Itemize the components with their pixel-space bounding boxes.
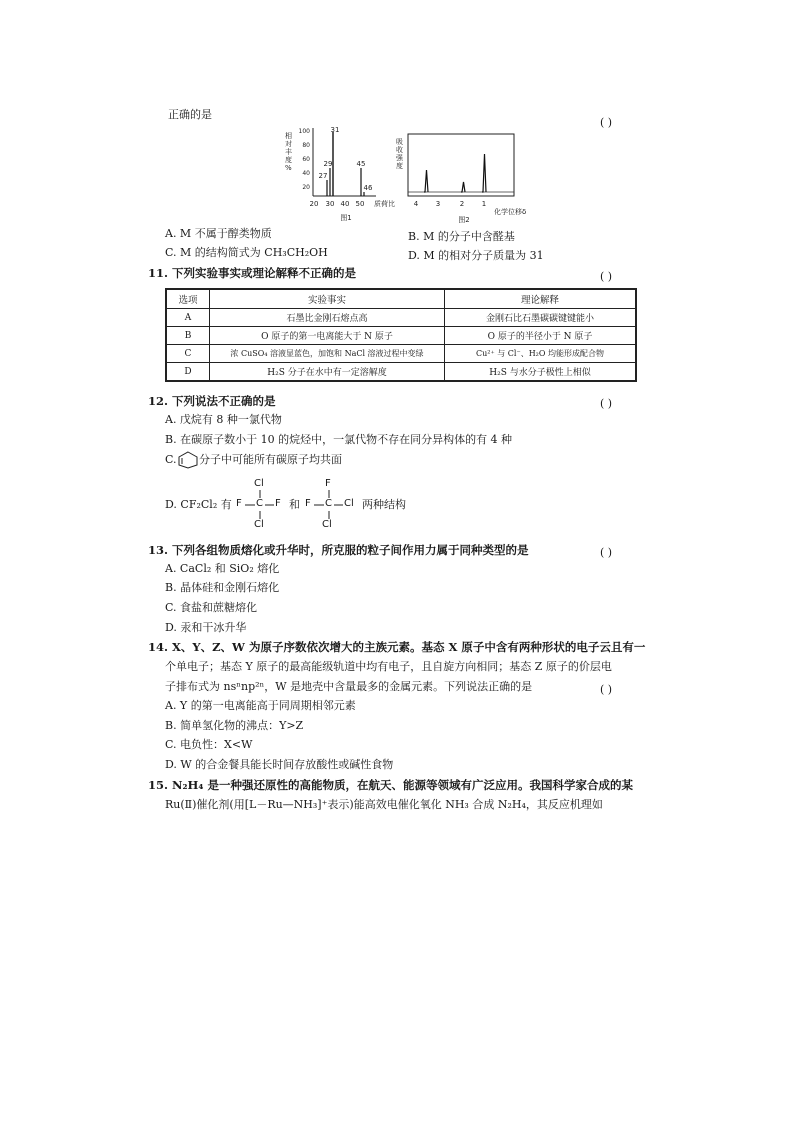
fig1-xtick: 30 <box>325 200 335 208</box>
q13-stem: 13. 下列各组物质熔化或升华时，所克服的粒子间作用力属于同种类型的是 <box>148 543 529 557</box>
fig1-peak-label: 29 <box>323 160 333 168</box>
q10-option-d: D. M 的相对分子质量为 31 <box>408 249 544 262</box>
q12-stem: 12. 下列说法不正确的是 <box>148 394 276 408</box>
fig2-peak-3 <box>482 154 486 192</box>
q14-stem-line1: 14. X、Y、Z、W 为原子序数依次增大的主族元素。基态 X 原子中含有两种形状的电子云且有一 <box>148 640 646 654</box>
q14-stem-line3: 子排布式为 nsⁿnp²ⁿ，W 是地壳中含量最多的金属元素。下列说法正确的是 <box>165 680 533 693</box>
q11-answer-paren: ( ) <box>600 270 613 283</box>
table-header-row <box>166 289 636 309</box>
struct2-bonds <box>305 478 355 534</box>
fig2-ylabel-3: 强 <box>396 154 403 162</box>
fig2-caption: 图2 <box>458 216 470 224</box>
table-cell: 金刚石比石墨碳碳键键能小 <box>445 309 637 327</box>
q12-option-a: A. 戊烷有 8 种一氯代物 <box>165 413 282 426</box>
struct1-bonds <box>236 478 286 534</box>
q10-option-c: C. M 的结构简式为 CH₃CH₂OH <box>165 246 328 259</box>
table-cell: H₂S 与水分子极性上相似 <box>445 363 637 382</box>
q14-option-c: C. 电负性：X<W <box>165 738 253 751</box>
fig2-xtick: 4 <box>413 200 419 208</box>
q12-option-c-suffix: 分子中可能所有碳原子均共面 <box>199 453 342 466</box>
fig1-ylabel-3: 丰 <box>285 148 292 156</box>
table-header-cell: 实验事实 <box>210 289 445 309</box>
q14-option-a: A. Y 的第一电离能高于同周期相邻元素 <box>165 699 356 712</box>
struct1-left-atom: F <box>236 498 242 509</box>
q13-option-b: B. 晶体硅和金刚石熔化 <box>165 581 280 594</box>
table-cell: H₂S 分子在水中有一定溶解度 <box>210 363 445 382</box>
fig2-peak-2 <box>461 182 465 192</box>
fig1-peak-label: 27 <box>318 172 328 180</box>
fig2-xtick: 3 <box>435 200 441 208</box>
q13-option-d: D. 汞和干冰升华 <box>165 621 247 634</box>
fig1-xtick: 50 <box>355 200 365 208</box>
table-row <box>166 363 636 382</box>
q15-stem-line2: Ru(Ⅱ)催化剂(用[L－Ru—NH₃]⁺表示)能高效电催化氧化 NH₃ 合成 N₂H₄，其反应机理如 <box>165 798 603 811</box>
fig1-ylabel-4: 度 <box>285 156 292 164</box>
struct2-center-atom: C <box>325 498 332 509</box>
q12-option-d-and: 和 <box>289 498 300 511</box>
fig1-ytick: 60 <box>302 156 310 163</box>
q14-option-b: B. 简单氢化物的沸点：Y>Z <box>165 719 304 732</box>
q14-answer-paren: ( ) <box>600 683 613 696</box>
fig1-ytick: 100 <box>298 128 310 135</box>
cyclohexene-ring-icon <box>177 451 199 469</box>
fig2-frame <box>408 134 514 196</box>
fig1-peak-label: 46 <box>363 184 373 192</box>
q14-option-d: D. W 的合金餐具能长时间存放酸性或碱性食物 <box>165 758 394 771</box>
q12-option-c-prefix: C. <box>165 453 177 466</box>
table-cell: A <box>166 309 210 327</box>
fig1-ytick: 80 <box>302 142 310 149</box>
q12-option-d-suffix: 两种结构 <box>362 498 406 511</box>
table-row <box>166 309 636 327</box>
table-cell: D <box>166 363 210 382</box>
table-cell: 石墨比金刚石熔点高 <box>210 309 445 327</box>
q12-option-d-prefix: D. CF₂Cl₂ 有 <box>165 498 232 511</box>
q12-answer-paren: ( ) <box>600 397 613 410</box>
struct2-bottom-atom: Cl <box>322 519 332 530</box>
struct1-right-atom: F <box>275 498 281 509</box>
q10-stem-tail: 正确的是 <box>168 108 212 121</box>
struct2-top-atom: F <box>325 478 331 489</box>
q10-answer-paren: ( ) <box>600 116 613 129</box>
table-cell: O 原子的半径小于 N 原子 <box>445 327 637 345</box>
struct2-right-atom: Cl <box>344 498 354 509</box>
struct2-left-atom: F <box>305 498 311 509</box>
table-row <box>166 345 636 363</box>
fig1-xtick: 40 <box>340 200 350 208</box>
fig2-peak-1 <box>424 170 428 192</box>
table-cell: 浓 CuSO₄ 溶液显蓝色，加饱和 NaCl 溶液过程中变绿 <box>210 345 445 363</box>
table-header-cell: 理论解释 <box>445 289 637 309</box>
table-cell: C <box>166 345 210 363</box>
q10-option-a: A. M 不属于醇类物质 <box>165 227 272 240</box>
fig1-xtick: 20 <box>309 200 319 208</box>
fig1-ylabel-2: 对 <box>285 140 292 148</box>
struct1-bottom-atom: Cl <box>254 519 264 530</box>
table-row <box>166 327 636 345</box>
mass-spectrum-figure <box>282 124 395 224</box>
q12-option-b: B. 在碳原子数小于 10 的烷烃中，一氯代物不存在同分异构体的有 4 种 <box>165 433 513 446</box>
q14-stem-line2: 个单电子；基态 Y 原子的最高能级轨道中均有电子，且自旋方向相同；基态 Z 原子的价层电 <box>165 660 612 673</box>
table-cell: Cu²⁺ 与 Cl⁻、H₂O 均能形成配合物 <box>445 345 637 363</box>
fig2-xtick: 2 <box>459 200 465 208</box>
q11-stem: 11. 下列实验事实或理论解释不正确的是 <box>148 266 357 280</box>
struct1-center-atom: C <box>256 498 263 509</box>
fig1-peak-label: 31 <box>330 126 340 134</box>
fig1-peak-label: 45 <box>356 160 366 168</box>
q13-option-a: A. CaCl₂ 和 SiO₂ 熔化 <box>165 562 280 575</box>
table-cell: O 原子的第一电离能大于 N 原子 <box>210 327 445 345</box>
fig2-xtick: 1 <box>481 200 487 208</box>
fig2-xlabel: 化学位移δ <box>494 208 527 216</box>
struct1-top-atom: Cl <box>254 478 264 489</box>
q13-option-c: C. 食盐和蔗糖熔化 <box>165 601 258 614</box>
fig1-xlabel: 质荷比 <box>374 200 395 208</box>
nmr-spectrum-figure <box>394 130 527 224</box>
table-header-cell: 选项 <box>166 289 210 309</box>
fig1-ylabel-1: 相 <box>285 132 292 140</box>
q13-answer-paren: ( ) <box>600 546 613 559</box>
fig2-ylabel-4: 度 <box>396 162 403 170</box>
table-cell: B <box>166 327 210 345</box>
fig1-ytick: 20 <box>302 184 310 191</box>
q11-table <box>165 288 637 382</box>
q15-stem-line1: 15. N₂H₄ 是一种强还原性的高能物质，在航天、能源等领域有广泛应用。我国科学家合成的某 <box>148 778 633 792</box>
fig2-ylabel-1: 吸 <box>396 138 403 146</box>
fig1-ylabel-5: % <box>285 164 292 172</box>
q10-option-b: B. M 的分子中含醛基 <box>408 230 515 243</box>
fig1-caption: 图1 <box>340 214 352 222</box>
fig1-ytick: 40 <box>302 170 310 177</box>
fig2-ylabel-2: 收 <box>396 146 403 154</box>
